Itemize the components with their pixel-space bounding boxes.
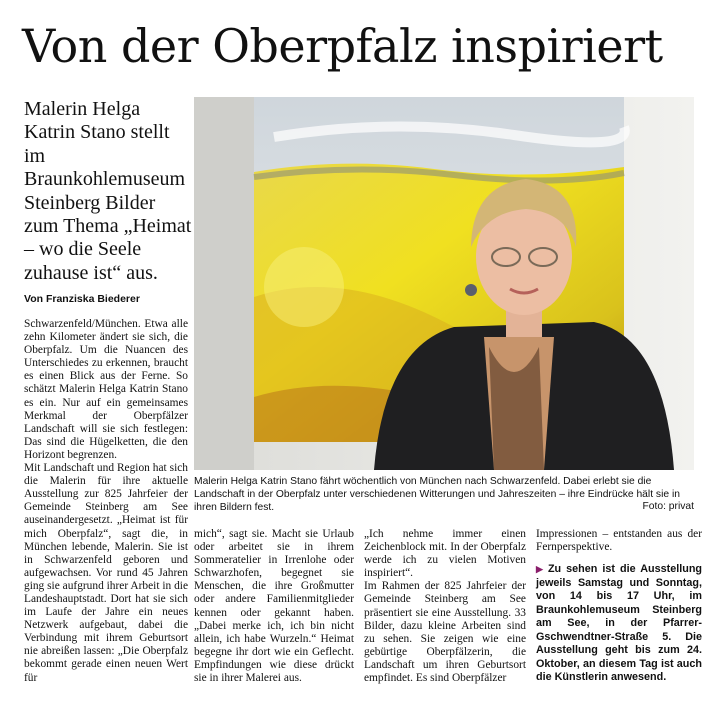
exhibition-info-box	[536, 563, 702, 685]
paragraph: Schwarzenfeld/München. Etwa alle zehn Kilometer ändert sie sich, die Oberpfalz. Um die Nuancen des Unterschiedes zu erkennen, braucht es einen Blick aus der Ferne. So schätzt Malerin Helga Katrin Stano es ein. Nur auf ein gemeinsames Merkmal der Oberpfälzer Landschaft will sie sich festlegen: Das sind die Hügelketten, die den Horizont begrenzen.	[24, 318, 188, 461]
paragraph: Mit Landschaft und Region hat sich die Malerin für ihre aktuelle Ausstellung zur 825 Jahrfeier der Gemeinde Steinberg am See auseinandergesetzt. „Heimat ist für mich Oberpfalz“, sagt die, in München lebende, Malerin. Sie ist in Schwarzenfeld geboren und aufgewachsen. Vor rund 45 Jahren ging sie aufgrund ihrer Arbeit in die Landeshauptstadt. Dort hat sie sich im Laufe der Jahre ein neues Netzwerk aufgebaut, dabei die Verbindung mit ihrem Geburtsort nie abreißen lassen: „Die Oberpfalz bekommt gerade einen neuen Wert für	[24, 462, 188, 684]
paragraph: Impressionen – entstanden aus der Fernperspektive.	[536, 528, 702, 554]
paragraph: Im Rahmen der 825 Jahrfeier der Gemeinde Steinberg am See präsentiert sie eine Ausstellung. 33 Bilder, dazu kleine Arbeiten sind zu sehen. Sie zeigen wie eine gebürtige Oberpfälzerin, die Landschaft um ihren Geburtsort empfindet. Es sind Oberpfälzer	[364, 580, 526, 685]
exhibition-info-text: Zu sehen ist die Ausstellung jeweils Samstag und Sonntag, von 14 bis 17 Uhr, im Braunkohlemuseum Steinberg am See, in der Pfarrer-Gschwendtner-Straße 5. Die Ausstellung geht bis zum 24. Oktober, an diesem Tag ist auch die Künstlerin anwesend.	[536, 563, 703, 683]
photo-credit: Foto: privat	[642, 501, 694, 512]
paragraph: „Ich nehme immer einen Zeichenblock mit. In der Oberpfalz werde ich zu vielen Motiven inspiriert“.	[364, 528, 526, 580]
wall-shadow	[194, 97, 254, 470]
triangle-right-icon: ▶	[536, 564, 545, 574]
photo-caption: Malerin Helga Katrin Stano fährt wöchentlich von München nach Schwarzenfeld. Dabei erlebt sie die Landschaft in der Oberpfalz unter verschiedenen Witterungen und Jahreszeiten – ihre Eindrücke hält sie in ihren Bildern fest.	[194, 476, 680, 513]
paragraph: mich“, sagt sie. Macht sie Urlaub oder arbeitet sie in ihrem Sommeratelier in Irrenlohe oder Schwarzhofen, begegnet sie Menschen, die ihre Großmutter oder andere Familienmitglieder kennen oder gekannt haben. „Dabei merke ich, ich bin nicht allein, ich habe Wurzeln.“ Heimat begegne ihr dort wie ein Geflecht. Empfindungen wie diese drückt sie in ihrer Malerei aus.	[194, 528, 354, 685]
text-column-1	[24, 318, 188, 685]
headline: Von der Oberpfalz inspiriert	[22, 19, 663, 73]
text-column-2	[194, 528, 354, 685]
text-column-4	[536, 528, 702, 554]
photo-illustration	[194, 97, 694, 470]
text-column-3	[364, 528, 526, 685]
article-photo	[194, 97, 694, 470]
byline: Von Franziska Biederer	[24, 293, 140, 305]
subheadline: Malerin Helga Katrin Stano stellt im Braunkohlemuseum Steinberg Bilder zum Thema „Heimat – wo die Seele zuhause ist“ aus.	[24, 98, 192, 284]
